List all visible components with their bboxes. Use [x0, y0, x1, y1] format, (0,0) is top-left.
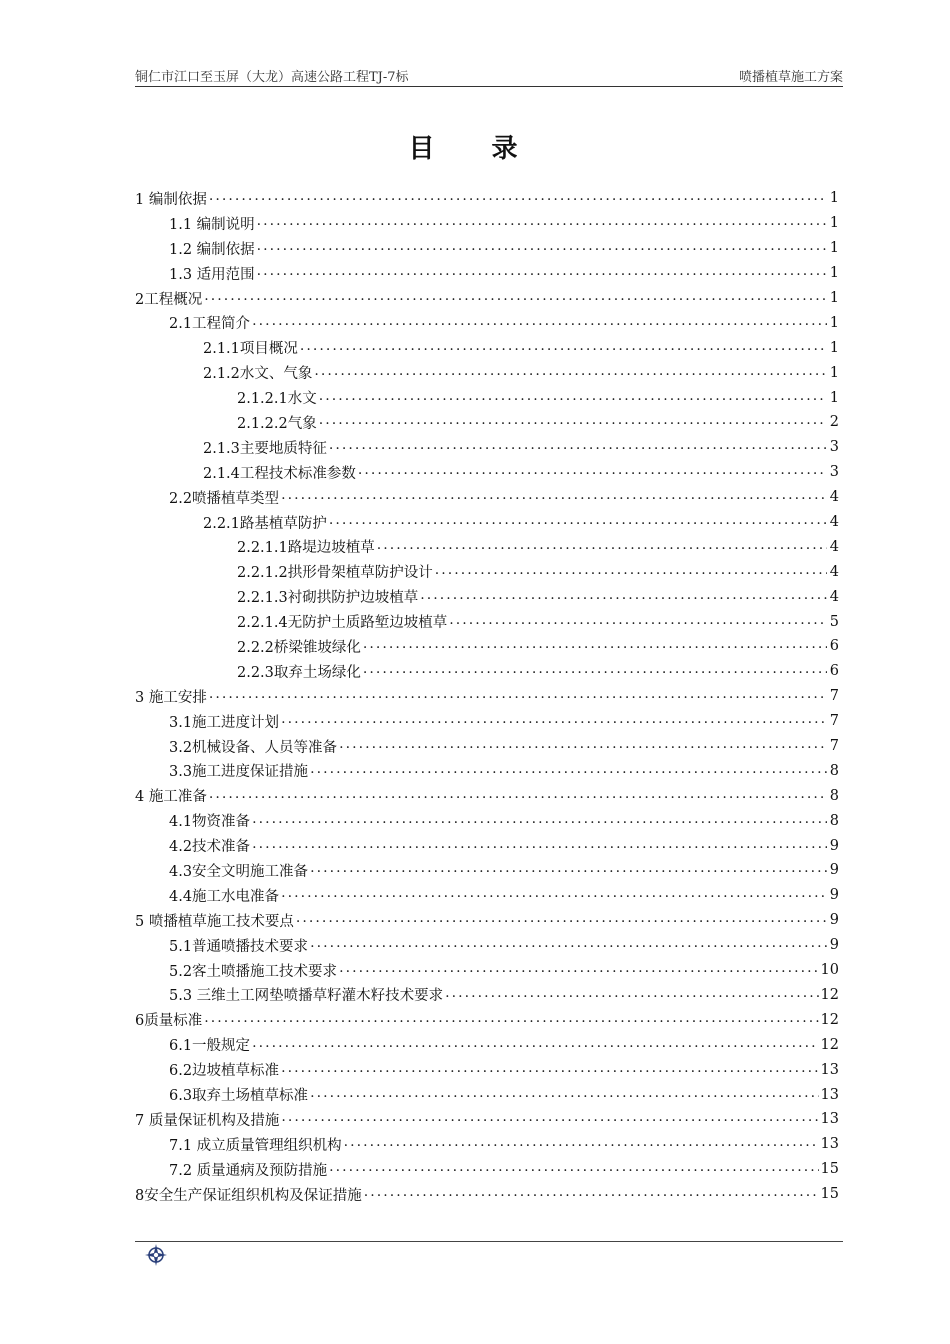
- header-document-title: 喷播植草施工方案: [738, 70, 843, 85]
- toc-entry-label: 2.2.1.2拱形骨架植草防护设计: [237, 565, 433, 582]
- toc-entry-label: 1.3 适用范围: [169, 266, 255, 283]
- toc-entry-page-number: 9: [829, 887, 839, 904]
- page-header: [135, 62, 843, 87]
- toc-dot-leader: [252, 814, 827, 828]
- toc-entry[interactable]: [135, 435, 839, 460]
- toc-entry-label: 5 喷播植草施工技术要点: [135, 913, 294, 930]
- toc-entry-label: 6质量标准: [135, 1013, 203, 1030]
- toc-dot-leader: [319, 415, 827, 429]
- toc-entry[interactable]: [135, 684, 839, 709]
- toc-dot-leader: [344, 1137, 819, 1151]
- toc-entry-label: 5.3 三维土工网垫喷播草籽灌木籽技术要求: [169, 988, 444, 1005]
- toc-entry[interactable]: [135, 261, 839, 286]
- toc-dot-leader: [257, 266, 827, 280]
- toc-entry[interactable]: [135, 211, 839, 236]
- toc-dot-leader: [209, 191, 827, 205]
- toc-entry-label: 2.2.1.3衬砌拱防护边坡植草: [237, 590, 419, 607]
- toc-entry-label: 4.3安全文明施工准备: [169, 863, 309, 880]
- toc-entry-page-number: 3: [829, 439, 839, 456]
- toc-entry[interactable]: [135, 360, 839, 385]
- toc-entry-page-number: 1: [829, 364, 839, 381]
- toc-dot-leader: [252, 316, 827, 330]
- toc-dot-leader: [281, 1112, 818, 1126]
- toc-entry-page-number: 1: [829, 314, 839, 331]
- toc-entry-page-number: 7: [829, 738, 839, 755]
- toc-entry-page-number: 4: [829, 563, 839, 580]
- toc-entry[interactable]: [135, 858, 839, 883]
- toc-dot-leader: [377, 540, 827, 554]
- toc-dot-leader: [281, 888, 827, 902]
- toc-entry-page-number: 4: [829, 538, 839, 555]
- toc-entry-label: 2.2.1.4无防护土质路堑边坡植草: [237, 615, 448, 632]
- toc-entry-label: 2.1.1项目概况: [203, 341, 298, 358]
- toc-entry[interactable]: [135, 958, 839, 983]
- toc-entry-label: 5.1普通喷播技术要求: [169, 938, 309, 955]
- toc-entry[interactable]: [135, 709, 839, 734]
- toc-entry-label: 6.3取弃土场植草标准: [169, 1088, 309, 1104]
- toc-entry[interactable]: [135, 609, 839, 634]
- toc-dot-leader: [363, 664, 827, 678]
- toc-entry-label: 7.2 质量通病及预防措施: [169, 1162, 328, 1179]
- toc-entry[interactable]: [135, 1007, 839, 1032]
- toc-title: 目 录: [408, 134, 542, 164]
- toc-entry[interactable]: [135, 1082, 839, 1107]
- toc-entry-page-number: 1: [829, 265, 839, 282]
- toc-dot-leader: [310, 863, 827, 877]
- toc-dot-leader: [445, 988, 818, 1002]
- toc-entry-label: 5.2客土喷播施工技术要求: [169, 963, 338, 980]
- toc-entry-label: 2工程概况: [135, 291, 203, 308]
- compass-logo-icon: [144, 1243, 168, 1267]
- table-of-contents: [135, 186, 839, 1207]
- header-project-name: 铜仁市江口至玉屏（大龙）高速公路工程TJ-7标: [135, 70, 409, 85]
- toc-entry-page-number: 7: [829, 688, 839, 705]
- toc-entry-page-number: 4: [829, 489, 839, 506]
- toc-entry-label: 1 编制依据: [135, 191, 207, 208]
- toc-entry[interactable]: [135, 559, 839, 584]
- toc-entry-label: 6.1一般规定: [169, 1038, 251, 1055]
- toc-dot-leader: [339, 963, 818, 977]
- toc-dot-leader: [296, 913, 827, 927]
- toc-entry-page-number: 7: [829, 713, 839, 730]
- toc-dot-leader: [204, 291, 827, 305]
- toc-entry[interactable]: [135, 883, 839, 908]
- toc-entry[interactable]: [135, 1032, 839, 1057]
- toc-entry[interactable]: [135, 634, 839, 659]
- toc-entry-label: 3.2机械设备、人员等准备: [169, 739, 338, 756]
- toc-entry-page-number: 1: [829, 389, 839, 406]
- toc-dot-leader: [310, 764, 827, 778]
- toc-entry-page-number: 13: [820, 1111, 839, 1128]
- toc-entry-label: 8安全生产保证组织机构及保证措施: [135, 1187, 362, 1204]
- toc-entry-label: 2.1.3主要地质特征: [203, 440, 327, 457]
- toc-dot-leader: [339, 739, 827, 753]
- toc-entry[interactable]: [135, 908, 839, 933]
- toc-entry-label: 2.1.4工程技术标准参数: [203, 465, 356, 482]
- toc-entry[interactable]: [135, 485, 839, 510]
- toc-entry[interactable]: [135, 1182, 839, 1207]
- toc-dot-leader: [363, 639, 827, 653]
- toc-entry[interactable]: [135, 236, 839, 261]
- toc-entry-page-number: 15: [820, 1186, 839, 1203]
- toc-entry-label: 6.2边坡植草标准: [169, 1063, 280, 1080]
- toc-entry-page-number: 12: [820, 1011, 839, 1028]
- toc-entry[interactable]: [135, 460, 839, 485]
- toc-dot-leader: [449, 615, 827, 629]
- toc-entry-label: 2.2.2桥梁锥坡绿化: [237, 639, 361, 656]
- toc-entry-page-number: 1: [829, 290, 839, 306]
- toc-entry[interactable]: [135, 310, 839, 335]
- toc-dot-leader: [252, 839, 827, 853]
- toc-entry-page-number: 8: [829, 787, 839, 804]
- toc-entry[interactable]: [135, 1132, 839, 1157]
- toc-entry-page-number: 12: [820, 1036, 839, 1053]
- toc-entry[interactable]: [135, 186, 839, 211]
- toc-entry-label: 2.2.3取弃土场绿化: [237, 664, 361, 681]
- toc-dot-leader: [257, 216, 827, 230]
- toc-entry-label: 3.1施工进度计划: [169, 714, 280, 731]
- toc-entry-page-number: 13: [820, 1136, 839, 1153]
- toc-entry[interactable]: [135, 534, 839, 559]
- toc-entry-label: 1.2 编制依据: [169, 241, 255, 258]
- toc-entry-page-number: 9: [829, 862, 839, 879]
- toc-entry-label: 2.2.1.1路堤边坡植草: [237, 540, 375, 557]
- toc-entry-page-number: 5: [829, 613, 839, 630]
- toc-entry-label: 4 施工准备: [135, 789, 207, 806]
- footer-divider: [135, 1241, 843, 1242]
- toc-entry-page-number: 6: [829, 638, 839, 655]
- toc-entry[interactable]: [135, 1157, 839, 1182]
- toc-dot-leader: [310, 1088, 818, 1102]
- toc-entry-label: 4.2技术准备: [169, 839, 251, 856]
- toc-entry[interactable]: [135, 833, 839, 858]
- toc-entry-page-number: 9: [829, 937, 839, 954]
- toc-entry-page-number: 1: [829, 190, 839, 207]
- toc-entry[interactable]: [135, 734, 839, 759]
- toc-entry[interactable]: [135, 385, 839, 410]
- toc-dot-leader: [209, 689, 827, 703]
- toc-entry[interactable]: [135, 933, 839, 958]
- toc-dot-leader: [319, 391, 827, 405]
- toc-entry-page-number: 2: [829, 414, 839, 431]
- toc-entry-label: 2.1工程简介: [169, 316, 251, 333]
- toc-entry-page-number: 1: [829, 240, 839, 257]
- toc-entry-page-number: 4: [829, 588, 839, 605]
- toc-entry-page-number: 4: [829, 514, 839, 531]
- toc-dot-leader: [252, 1038, 818, 1052]
- toc-entry-label: 4.1物资准备: [169, 814, 251, 831]
- toc-entry[interactable]: [135, 584, 839, 609]
- toc-entry[interactable]: [135, 1057, 839, 1082]
- toc-entry[interactable]: [135, 659, 839, 684]
- toc-entry-page-number: 13: [820, 1061, 839, 1078]
- toc-entry-label: 1.1 编制说明: [169, 216, 255, 233]
- toc-entry-page-number: 1: [829, 339, 839, 356]
- toc-entry-page-number: 9: [829, 912, 839, 929]
- toc-dot-leader: [281, 490, 827, 504]
- toc-dot-leader: [364, 1187, 819, 1201]
- toc-entry-label: 2.2喷播植草类型: [169, 490, 280, 507]
- toc-dot-leader: [329, 1162, 818, 1176]
- toc-entry-page-number: 10: [820, 962, 839, 979]
- toc-entry-page-number: 6: [829, 663, 839, 680]
- toc-dot-leader: [204, 1013, 818, 1027]
- toc-entry-page-number: 13: [820, 1086, 839, 1103]
- toc-entry[interactable]: [135, 410, 839, 435]
- toc-entry[interactable]: [135, 783, 839, 808]
- toc-entry[interactable]: [135, 808, 839, 833]
- toc-dot-leader: [358, 465, 827, 479]
- toc-entry-label: 7 质量保证机构及措施: [135, 1112, 280, 1129]
- toc-dot-leader: [209, 789, 827, 803]
- toc-entry-label: 3 施工安排: [135, 689, 207, 706]
- toc-dot-leader: [329, 440, 827, 454]
- toc-entry-label: 3.3施工进度保证措施: [169, 764, 309, 781]
- toc-entry-page-number: 15: [820, 1161, 839, 1178]
- toc-entry-page-number: 3: [829, 464, 839, 481]
- toc-entry[interactable]: [135, 335, 839, 360]
- toc-entry-label: 2.1.2.1水文: [237, 391, 317, 408]
- toc-dot-leader: [314, 366, 827, 380]
- toc-dot-leader: [420, 590, 827, 604]
- toc-dot-leader: [310, 938, 827, 952]
- toc-entry[interactable]: [135, 983, 839, 1008]
- toc-entry-label: 2.2.1路基植草防护: [203, 515, 327, 532]
- toc-entry-page-number: 12: [820, 986, 839, 1003]
- toc-dot-leader: [435, 565, 827, 579]
- toc-dot-leader: [281, 1063, 818, 1077]
- toc-entry[interactable]: [135, 758, 839, 783]
- toc-dot-leader: [329, 515, 827, 529]
- toc-dot-leader: [300, 341, 827, 355]
- toc-dot-leader: [257, 241, 827, 255]
- toc-entry-label: 2.1.2.2气象: [237, 415, 317, 432]
- toc-entry-label: 4.4施工水电准备: [169, 888, 280, 905]
- toc-entry[interactable]: [135, 510, 839, 535]
- toc-entry-page-number: 9: [829, 837, 839, 854]
- toc-entry-page-number: 8: [829, 762, 839, 779]
- toc-entry[interactable]: [135, 1107, 839, 1132]
- toc-dot-leader: [281, 714, 827, 728]
- toc-entry-page-number: 8: [829, 812, 839, 829]
- toc-entry-label: 2.1.2水文、气象: [203, 366, 313, 383]
- toc-entry-label: 7.1 成立质量管理组织机构: [169, 1137, 342, 1154]
- toc-entry-page-number: 1: [829, 215, 839, 232]
- toc-entry[interactable]: [135, 286, 839, 311]
